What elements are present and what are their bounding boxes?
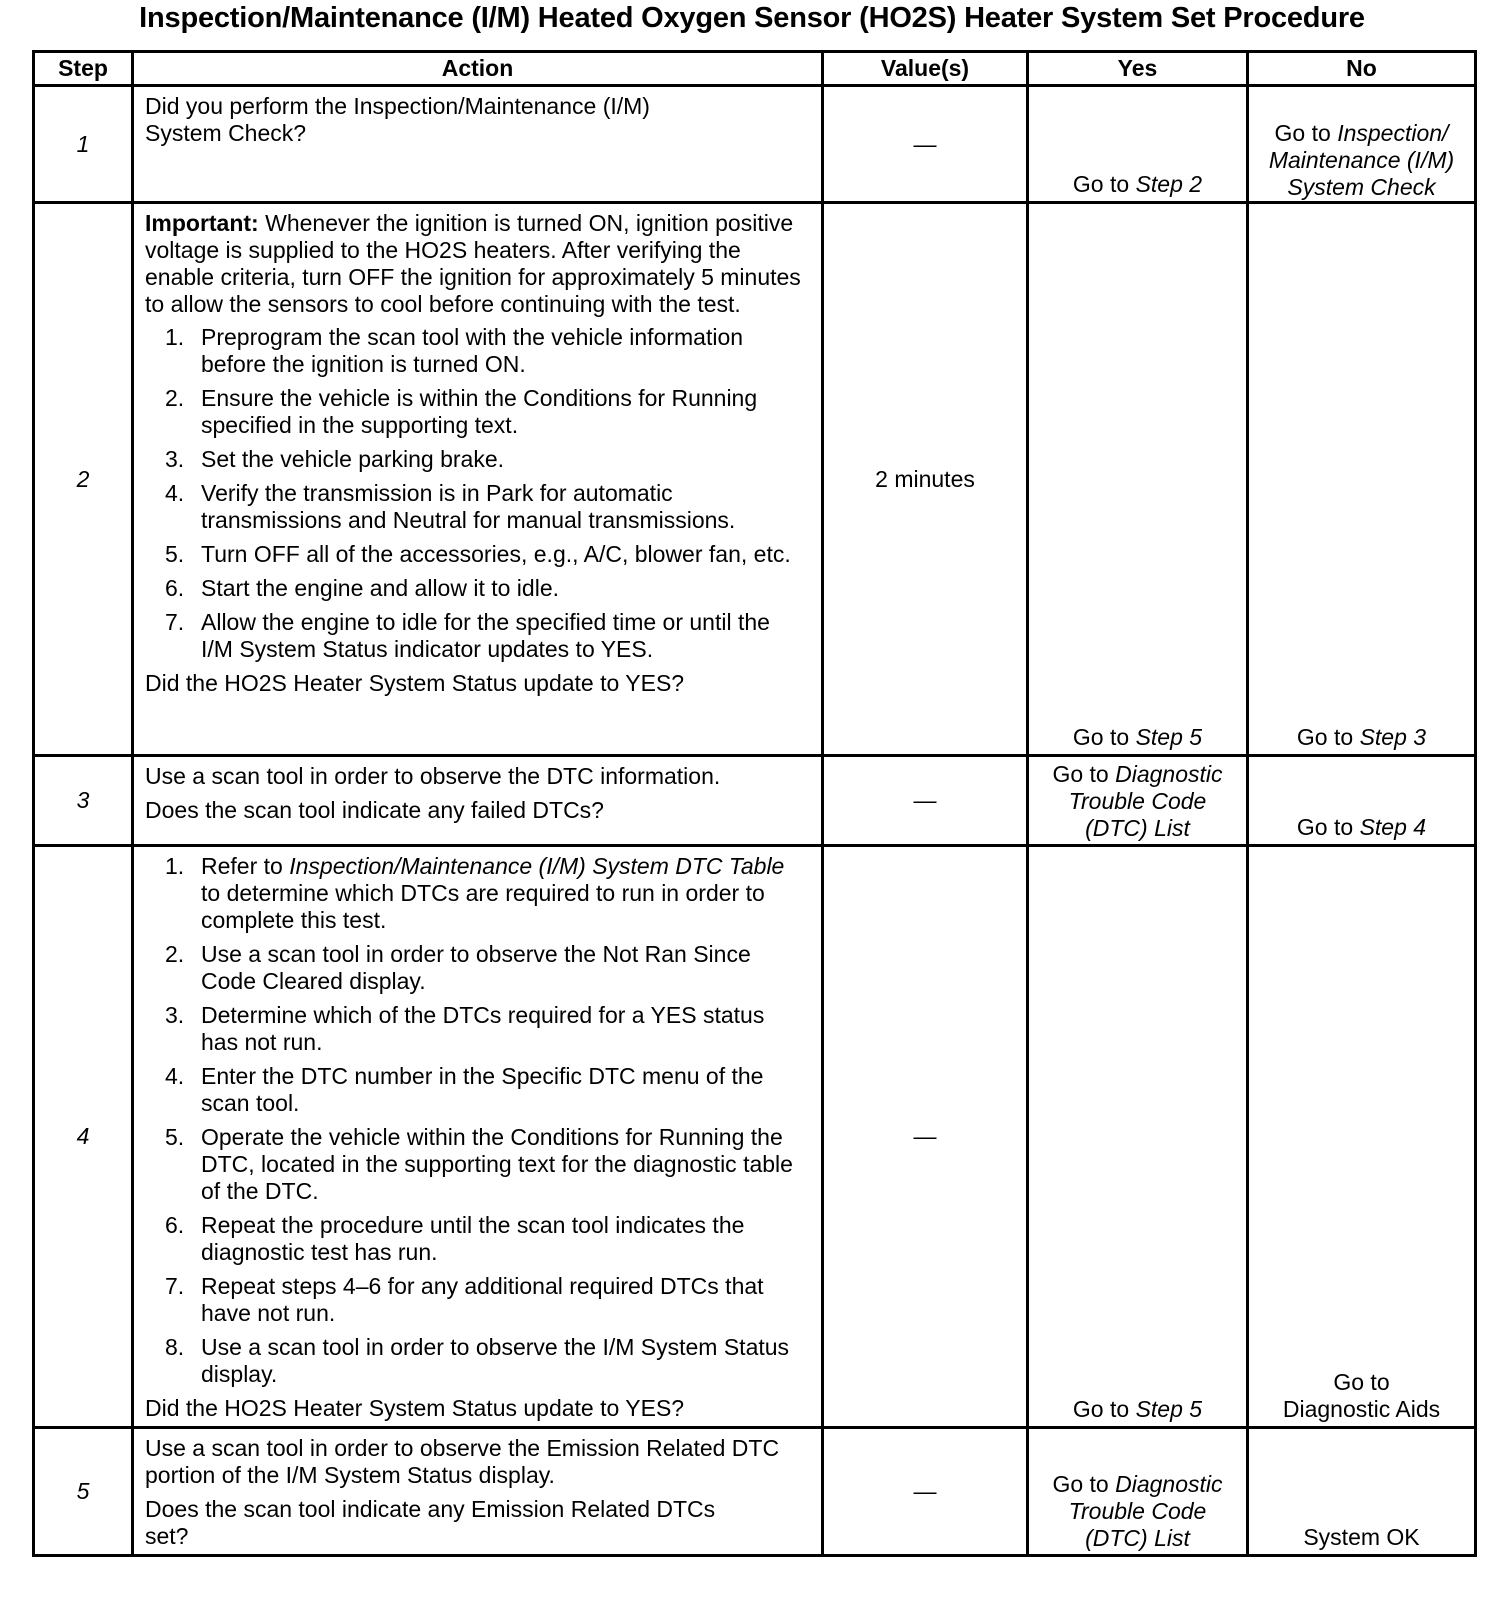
table-row xyxy=(34,86,1476,203)
list-item: 2. Use a scan tool in order to observe the Not Ran Since Code Cleared display. xyxy=(165,941,751,994)
list-item: 8. Use a scan tool in order to observe the I/M System Status display. xyxy=(165,1334,790,1387)
list-item: 1. Refer to Inspection/Maintenance (I/M) System DTC Table to determine which DTCs are required to run in order to complete this test. xyxy=(165,853,785,933)
header-row xyxy=(34,52,1476,86)
list-item: 5. Turn OFF all of the accessories, e.g., A/C, blower fan, etc. xyxy=(165,541,791,567)
procedure-table xyxy=(32,50,1477,1557)
yes-cell xyxy=(1028,203,1248,756)
yes-link[interactable]: Step 5 xyxy=(1135,724,1203,750)
instruction-list xyxy=(145,853,807,1388)
header-step: Step xyxy=(34,52,133,86)
yes-prefix: Go to xyxy=(1072,1396,1136,1422)
header-action: Action xyxy=(133,52,823,86)
table-row xyxy=(34,1428,1476,1556)
value-cell: — xyxy=(823,1428,1028,1556)
yes-prefix: Go to xyxy=(1072,724,1136,750)
no-prefix: Go to xyxy=(1296,814,1360,840)
header-no: No xyxy=(1248,52,1476,86)
yes-prefix: Go to xyxy=(1052,1471,1116,1497)
yes-cell xyxy=(1028,756,1248,846)
no-cell xyxy=(1248,846,1476,1428)
no-prefix: Go to xyxy=(1296,724,1360,750)
question-text: Did the HO2S Heater System Status update to YES? xyxy=(145,1395,685,1421)
list-item: 6. Start the engine and allow it to idle. xyxy=(165,575,560,601)
no-text[interactable]: Go to Diagnostic Aids xyxy=(1282,1369,1441,1422)
yes-cell xyxy=(1028,86,1248,203)
step-number: 2 xyxy=(34,203,133,756)
no-cell xyxy=(1248,203,1476,756)
list-item: 4. Enter the DTC number in the Specific DTC menu of the scan tool. xyxy=(165,1063,764,1116)
yes-cell xyxy=(1028,846,1248,1428)
step-number: 1 xyxy=(34,86,133,203)
list-item: 6. Repeat the procedure until the scan tool indicates the diagnostic test has run. xyxy=(165,1212,745,1265)
list-item: 1. Preprogram the scan tool with the vehicle information before the ignition is turned ON. xyxy=(165,324,744,377)
no-text: System OK xyxy=(1303,1524,1420,1550)
instruction-list xyxy=(145,324,807,663)
no-cell xyxy=(1248,1428,1476,1556)
no-link[interactable]: Step 3 xyxy=(1359,724,1427,750)
list-item: 3. Determine which of the DTCs required for a YES status has not run. xyxy=(165,1002,765,1055)
important-note xyxy=(145,210,807,318)
yes-prefix: Go to xyxy=(1052,761,1116,787)
header-values: Value(s) xyxy=(823,52,1028,86)
table-row xyxy=(34,846,1476,1428)
table-row xyxy=(34,203,1476,756)
yes-cell xyxy=(1028,1428,1248,1556)
action-cell xyxy=(133,203,823,756)
step-number: 3 xyxy=(34,756,133,846)
no-prefix: Go to xyxy=(1274,120,1338,146)
question-text: Does the scan tool indicate any failed DTCs? xyxy=(145,797,604,823)
no-link[interactable]: Step 4 xyxy=(1359,814,1427,840)
action-cell xyxy=(133,756,823,846)
table-row xyxy=(34,756,1476,846)
action-text: Use a scan tool in order to observe the Emission Related DTC portion of the I/M System Status display. xyxy=(145,1435,780,1488)
yes-link[interactable]: Step 2 xyxy=(1135,171,1203,197)
no-link[interactable]: Inspection/ Maintenance (I/M) System Check xyxy=(1268,120,1455,200)
no-cell xyxy=(1248,86,1476,203)
yes-prefix: Go to xyxy=(1072,171,1136,197)
step-number: 4 xyxy=(34,846,133,1428)
list-item: 7. Repeat steps 4–6 for any additional required DTCs that have not run. xyxy=(165,1273,764,1326)
action-text: Use a scan tool in order to observe the DTC information. xyxy=(145,763,721,789)
list-item: 5. Operate the vehicle within the Conditions for Running the DTC, located in the supporting text for the diagnostic table of the DTC. xyxy=(165,1124,793,1204)
list-item: 3. Set the vehicle parking brake. xyxy=(165,446,505,472)
action-text: Did you perform the Inspection/Maintenance (I/M) System Check? xyxy=(145,93,650,146)
list-item: 2. Ensure the vehicle is within the Conditions for Running specified in the supporting text. xyxy=(165,385,758,438)
value-cell: 2 minutes xyxy=(823,203,1028,756)
value-cell: — xyxy=(823,756,1028,846)
yes-link[interactable]: Step 5 xyxy=(1135,1396,1203,1422)
question-text: Did the HO2S Heater System Status update to YES? xyxy=(145,670,685,696)
yes-link[interactable]: Diagnostic Trouble Code (DTC) List xyxy=(1068,761,1223,841)
list-item: 7. Allow the engine to idle for the specified time or until the I/M System Status indicator updates to YES. xyxy=(165,609,770,662)
action-cell xyxy=(133,1428,823,1556)
question-text: Does the scan tool indicate any Emission Related DTCs set? xyxy=(145,1496,716,1549)
action-cell xyxy=(133,846,823,1428)
header-yes: Yes xyxy=(1028,52,1248,86)
page-title: Inspection/Maintenance (I/M) Heated Oxygen Sensor (HO2S) Heater System Set Procedure xyxy=(139,2,1365,34)
dtc-table-link[interactable]: Inspection/Maintenance (I/M) System DTC Table xyxy=(289,853,785,879)
value-cell: — xyxy=(823,86,1028,203)
action-cell xyxy=(133,86,823,203)
list-item: 4. Verify the transmission is in Park for automatic transmissions and Neutral for manual transmissions. xyxy=(165,480,736,533)
step-number: 5 xyxy=(34,1428,133,1556)
no-cell xyxy=(1248,756,1476,846)
yes-link[interactable]: Diagnostic Trouble Code (DTC) List xyxy=(1068,1471,1223,1551)
important-label: Important: xyxy=(145,210,259,236)
value-cell: — xyxy=(823,846,1028,1428)
important-text: Whenever the ignition is turned ON, ignition positive voltage is supplied to the HO2S heaters. After verifying the enable criteria, turn OFF the ignition for approximately 5 minutes to allow the sensors to cool before continuing with the test. xyxy=(145,210,801,317)
